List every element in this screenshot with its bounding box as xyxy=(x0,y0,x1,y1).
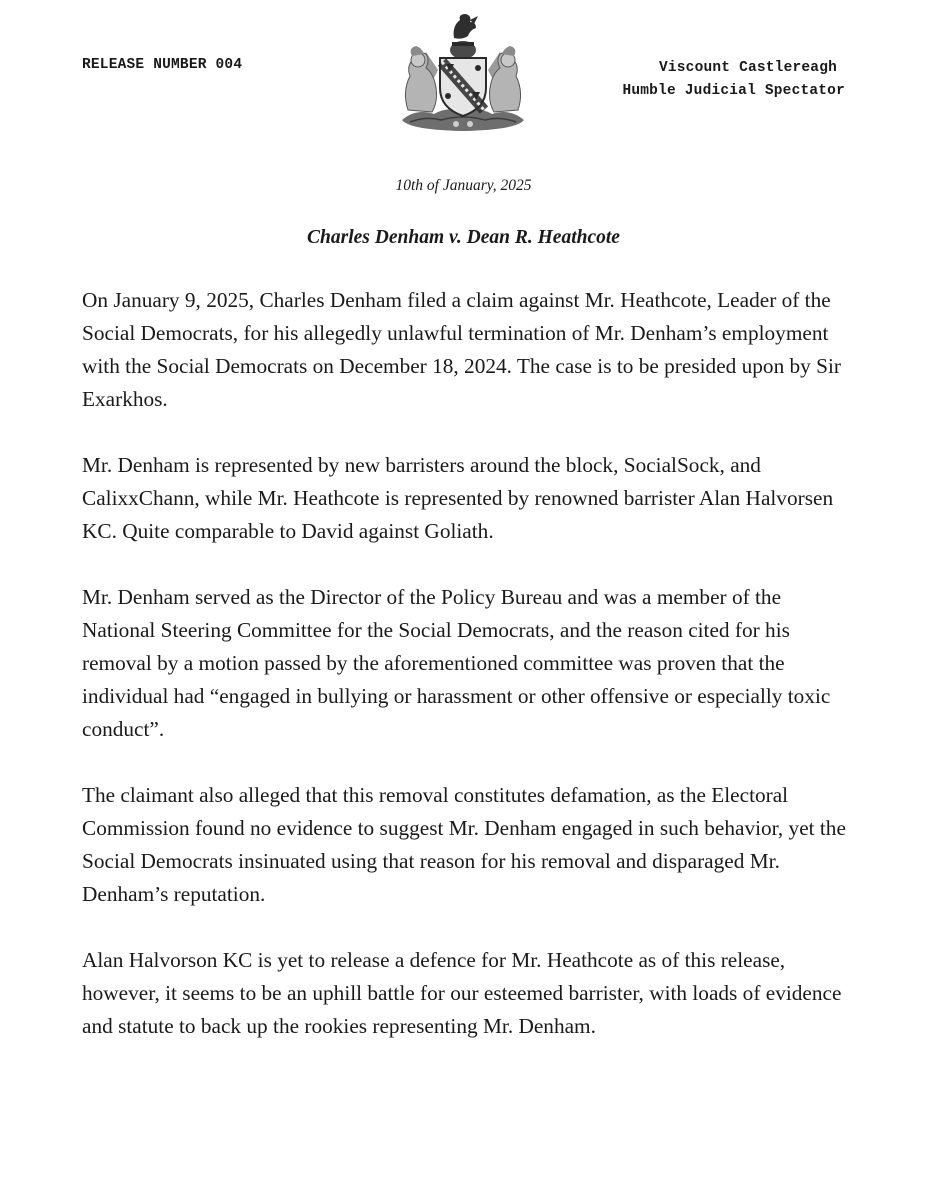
paragraph: Mr. Denham is represented by new barristers around the block, SocialSock, and CalixxChann, while Mr. Heathcote is represented by renowned barrister Alan Halvorsen KC. Quite comparable to David against Goliath. xyxy=(82,453,834,543)
case-title: Charles Denham v. Dean R. Heathcote xyxy=(307,227,620,248)
article-body xyxy=(82,284,852,1076)
paragraph: Mr. Denham served as the Director of the Policy Bureau and was a member of the National Steering Committee for the Social Democrats, and the reason cited for his removal by a motion passed by the aforementioned committee was proven that the individual had “engaged in bullying or harassment or other offensive or especially toxic conduct”. xyxy=(82,585,831,741)
author-title: Humble Judicial Spectator xyxy=(622,83,845,99)
release-number: RELEASE NUMBER 004 xyxy=(82,57,243,73)
paragraph: The claimant also alleged that this removal constitutes defamation, as the Electoral Commission found no evidence to suggest Mr. Denham engaged in such behavior, yet the Social Democrats insinuated using that reason for his removal and disparaged Mr. Denham’s reputation. xyxy=(82,783,846,906)
coat-of-arms-icon xyxy=(396,12,530,132)
release-date: 10th of January, 2025 xyxy=(395,177,532,194)
paragraph: On January 9, 2025, Charles Denham filed a claim against Mr. Heathcote, Leader of the Social Democrats, for his allegedly unlawful termination of Mr. Denham’s employment with the Social Democrats on December 18, 2024. The case is to be presided upon by Sir Exarkhos. xyxy=(82,288,842,411)
author-name: Viscount Castlereagh xyxy=(658,60,837,76)
paragraph: Alan Halvorson KC is yet to release a defence for Mr. Heathcote as of this release, however, it seems to be an uphill battle for our esteemed barrister, with loads of evidence and statute to back up the rookies representing Mr. Denham. xyxy=(82,948,842,1038)
author-block xyxy=(622,57,845,103)
